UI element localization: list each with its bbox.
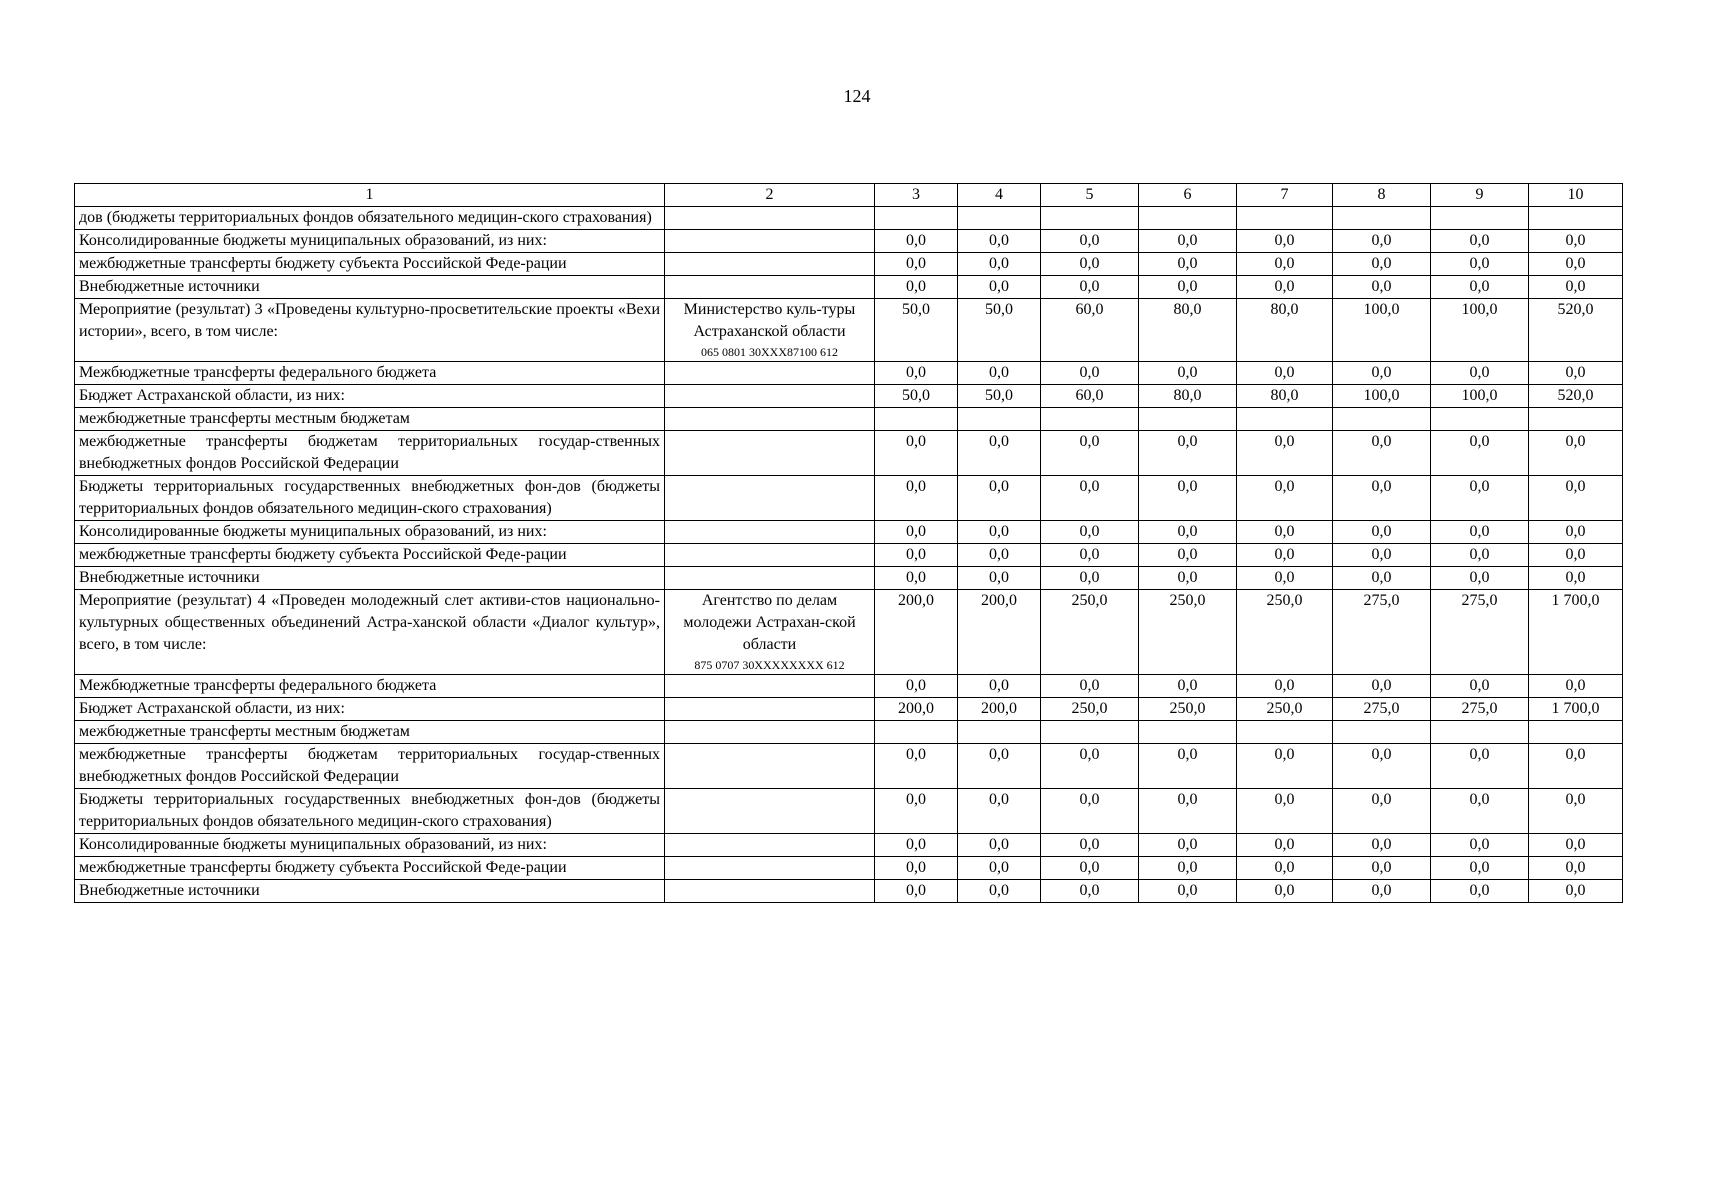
budget-code: 065 0801 30ХХХ87100 612 xyxy=(701,345,838,359)
value-cell: 0,0 xyxy=(1431,567,1529,590)
value-cell: 0,0 xyxy=(958,521,1041,544)
value-cell: 0,0 xyxy=(1333,521,1431,544)
value-cell: 200,0 xyxy=(958,590,1041,675)
column-header: 5 xyxy=(1041,184,1139,207)
row-description: Внебюджетные источники xyxy=(75,567,665,590)
value-cell: 80,0 xyxy=(1237,299,1333,362)
value-cell: 0,0 xyxy=(875,362,958,385)
value-cell: 0,0 xyxy=(1237,521,1333,544)
value-cell: 0,0 xyxy=(1333,276,1431,299)
value-cell: 0,0 xyxy=(1529,476,1623,521)
value-cell: 0,0 xyxy=(875,675,958,698)
value-cell: 0,0 xyxy=(958,276,1041,299)
value-cell: 100,0 xyxy=(1333,299,1431,362)
row-description: межбюджетные трансферты бюджетам территориальных государ-ственных внебюджетных фондов Российской Федерации xyxy=(75,431,665,476)
value-cell: 200,0 xyxy=(875,698,958,721)
table-row xyxy=(75,744,1623,789)
value-cell: 0,0 xyxy=(1529,567,1623,590)
value-cell: 0,0 xyxy=(1139,675,1237,698)
row-description: Мероприятие (результат) 4 «Проведен молодежный слет активи-стов национально-культурных общественных объединений Астра-ханской области «Диалог культур», всего, в том числе: xyxy=(75,590,665,675)
value-cell xyxy=(1529,207,1623,230)
value-cell: 0,0 xyxy=(1431,789,1529,834)
value-cell xyxy=(875,207,958,230)
value-cell: 0,0 xyxy=(1041,276,1139,299)
row-description: межбюджетные трансферты бюджету субъекта Российской Феде-рации xyxy=(75,544,665,567)
column-header: 9 xyxy=(1431,184,1529,207)
column-header: 6 xyxy=(1139,184,1237,207)
value-cell: 0,0 xyxy=(1529,834,1623,857)
responsible-executor-cell xyxy=(665,521,875,544)
value-cell: 0,0 xyxy=(875,544,958,567)
value-cell: 100,0 xyxy=(1431,299,1529,362)
value-cell xyxy=(1237,721,1333,744)
value-cell: 0,0 xyxy=(1139,880,1237,903)
value-cell: 0,0 xyxy=(1237,362,1333,385)
table-header xyxy=(75,184,1623,207)
value-cell: 0,0 xyxy=(1237,789,1333,834)
value-cell: 0,0 xyxy=(875,744,958,789)
value-cell: 0,0 xyxy=(958,544,1041,567)
value-cell: 0,0 xyxy=(1237,431,1333,476)
value-cell: 250,0 xyxy=(1041,590,1139,675)
responsible-executor-cell xyxy=(665,207,875,230)
value-cell: 275,0 xyxy=(1333,698,1431,721)
table-row xyxy=(75,276,1623,299)
value-cell: 0,0 xyxy=(875,253,958,276)
value-cell: 50,0 xyxy=(958,385,1041,408)
responsible-executor-cell xyxy=(665,362,875,385)
row-description: Мероприятие (результат) 3 «Проведены культурно-просветительские проекты «Вехи истории», всего, в том числе: xyxy=(75,299,665,362)
value-cell: 100,0 xyxy=(1333,385,1431,408)
value-cell: 0,0 xyxy=(1237,253,1333,276)
value-cell: 0,0 xyxy=(1139,744,1237,789)
responsible-executor-cell xyxy=(665,276,875,299)
value-cell: 0,0 xyxy=(1041,857,1139,880)
value-cell: 0,0 xyxy=(1431,476,1529,521)
value-cell: 0,0 xyxy=(958,857,1041,880)
value-cell: 250,0 xyxy=(1237,590,1333,675)
value-cell: 0,0 xyxy=(1237,230,1333,253)
value-cell: 0,0 xyxy=(1529,544,1623,567)
value-cell: 0,0 xyxy=(1529,230,1623,253)
value-cell: 0,0 xyxy=(1333,362,1431,385)
value-cell: 0,0 xyxy=(1529,744,1623,789)
column-header: 10 xyxy=(1529,184,1623,207)
value-cell: 0,0 xyxy=(1333,230,1431,253)
row-description: Консолидированные бюджеты муниципальных образований, из них: xyxy=(75,834,665,857)
table-row xyxy=(75,385,1623,408)
value-cell xyxy=(958,408,1041,431)
value-cell xyxy=(1431,721,1529,744)
value-cell xyxy=(1041,207,1139,230)
value-cell: 0,0 xyxy=(1431,880,1529,903)
value-cell: 1 700,0 xyxy=(1529,590,1623,675)
value-cell: 1 700,0 xyxy=(1529,698,1623,721)
responsible-executor-cell xyxy=(665,431,875,476)
table-row xyxy=(75,408,1623,431)
column-header: 2 xyxy=(665,184,875,207)
value-cell: 0,0 xyxy=(1139,834,1237,857)
responsible-executor-cell xyxy=(665,789,875,834)
budget-table xyxy=(74,183,1623,903)
value-cell: 0,0 xyxy=(1139,230,1237,253)
row-description: межбюджетные трансферты бюджету субъекта Российской Феде-рации xyxy=(75,857,665,880)
value-cell: 0,0 xyxy=(875,834,958,857)
value-cell: 0,0 xyxy=(1431,230,1529,253)
row-description: Бюджет Астраханской области, из них: xyxy=(75,698,665,721)
value-cell: 0,0 xyxy=(875,880,958,903)
value-cell: 0,0 xyxy=(1237,567,1333,590)
value-cell: 0,0 xyxy=(958,744,1041,789)
value-cell: 200,0 xyxy=(875,590,958,675)
value-cell: 80,0 xyxy=(1237,385,1333,408)
responsible-executor-cell xyxy=(665,476,875,521)
value-cell: 0,0 xyxy=(1237,675,1333,698)
table-row xyxy=(75,230,1623,253)
value-cell: 0,0 xyxy=(1529,789,1623,834)
table-row xyxy=(75,789,1623,834)
value-cell xyxy=(1139,408,1237,431)
value-cell: 0,0 xyxy=(958,230,1041,253)
value-cell: 0,0 xyxy=(1431,544,1529,567)
value-cell: 275,0 xyxy=(1333,590,1431,675)
column-header: 4 xyxy=(958,184,1041,207)
responsible-executor-cell xyxy=(665,590,875,675)
value-cell: 0,0 xyxy=(1139,521,1237,544)
responsible-executor-cell xyxy=(665,544,875,567)
value-cell: 0,0 xyxy=(958,476,1041,521)
value-cell: 0,0 xyxy=(1139,253,1237,276)
table-row xyxy=(75,253,1623,276)
value-cell: 0,0 xyxy=(1041,675,1139,698)
value-cell: 0,0 xyxy=(1237,857,1333,880)
table-row xyxy=(75,299,1623,362)
value-cell: 50,0 xyxy=(958,299,1041,362)
value-cell: 0,0 xyxy=(1041,253,1139,276)
value-cell: 0,0 xyxy=(1529,276,1623,299)
value-cell: 0,0 xyxy=(875,521,958,544)
value-cell: 0,0 xyxy=(1139,857,1237,880)
value-cell: 0,0 xyxy=(1041,230,1139,253)
value-cell: 0,0 xyxy=(1041,476,1139,521)
value-cell: 0,0 xyxy=(1041,744,1139,789)
table-row xyxy=(75,207,1623,230)
value-cell: 0,0 xyxy=(875,789,958,834)
page-number: 124 xyxy=(843,86,871,106)
value-cell: 0,0 xyxy=(1529,431,1623,476)
value-cell: 0,0 xyxy=(1333,789,1431,834)
value-cell: 0,0 xyxy=(1139,544,1237,567)
table-row xyxy=(75,521,1623,544)
value-cell: 0,0 xyxy=(1529,857,1623,880)
value-cell: 0,0 xyxy=(958,431,1041,476)
value-cell: 100,0 xyxy=(1431,385,1529,408)
value-cell: 0,0 xyxy=(958,253,1041,276)
value-cell xyxy=(1529,721,1623,744)
value-cell: 0,0 xyxy=(958,362,1041,385)
value-cell: 0,0 xyxy=(1529,362,1623,385)
responsible-executor-cell xyxy=(665,744,875,789)
table-row xyxy=(75,857,1623,880)
value-cell: 50,0 xyxy=(875,299,958,362)
row-description: Консолидированные бюджеты муниципальных образований, из них: xyxy=(75,521,665,544)
value-cell: 0,0 xyxy=(1041,544,1139,567)
value-cell: 0,0 xyxy=(958,789,1041,834)
table-row xyxy=(75,675,1623,698)
row-description: Бюджеты территориальных государственных внебюджетных фон-дов (бюджеты территориальных фондов обязательного медицин-ского страхования) xyxy=(75,476,665,521)
value-cell: 0,0 xyxy=(1041,431,1139,476)
value-cell: 0,0 xyxy=(875,567,958,590)
table-row xyxy=(75,476,1623,521)
value-cell: 520,0 xyxy=(1529,299,1623,362)
responsible-executor-cell xyxy=(665,721,875,744)
value-cell xyxy=(1237,207,1333,230)
value-cell: 0,0 xyxy=(1431,431,1529,476)
column-header: 1 xyxy=(75,184,665,207)
value-cell: 0,0 xyxy=(1237,834,1333,857)
value-cell: 0,0 xyxy=(1041,789,1139,834)
value-cell: 0,0 xyxy=(1333,253,1431,276)
value-cell: 0,0 xyxy=(1431,675,1529,698)
value-cell: 60,0 xyxy=(1041,299,1139,362)
value-cell: 0,0 xyxy=(1333,857,1431,880)
responsible-executor-cell xyxy=(665,385,875,408)
column-header: 8 xyxy=(1333,184,1431,207)
column-header: 7 xyxy=(1237,184,1333,207)
row-description: Бюджеты территориальных государственных внебюджетных фон-дов (бюджеты территориальных фондов обязательного медицин-ского страхования) xyxy=(75,789,665,834)
row-description: межбюджетные трансферты местным бюджетам xyxy=(75,408,665,431)
value-cell xyxy=(1431,408,1529,431)
value-cell xyxy=(1237,408,1333,431)
value-cell xyxy=(1139,721,1237,744)
responsible-executor: Агентство по делам молодежи Астрахан-ской области xyxy=(683,592,856,653)
value-cell: 0,0 xyxy=(1041,362,1139,385)
value-cell: 0,0 xyxy=(1431,744,1529,789)
value-cell xyxy=(1333,408,1431,431)
value-cell: 0,0 xyxy=(1237,880,1333,903)
row-description: межбюджетные трансферты бюджетам территориальных государ-ственных внебюджетных фондов Российской Федерации xyxy=(75,744,665,789)
value-cell: 0,0 xyxy=(1333,675,1431,698)
row-description: Внебюджетные источники xyxy=(75,276,665,299)
row-description: Межбюджетные трансферты федерального бюджета xyxy=(75,362,665,385)
table-row xyxy=(75,362,1623,385)
responsible-executor-cell xyxy=(665,880,875,903)
responsible-executor-cell xyxy=(665,567,875,590)
responsible-executor-cell xyxy=(665,230,875,253)
value-cell: 0,0 xyxy=(1431,521,1529,544)
value-cell: 0,0 xyxy=(875,230,958,253)
value-cell xyxy=(1041,721,1139,744)
value-cell: 60,0 xyxy=(1041,385,1139,408)
responsible-executor-cell xyxy=(665,857,875,880)
column-header: 3 xyxy=(875,184,958,207)
value-cell: 0,0 xyxy=(1431,834,1529,857)
row-description: Бюджет Астраханской области, из них: xyxy=(75,385,665,408)
row-description: дов (бюджеты территориальных фондов обязательного медицин-ского страхования) xyxy=(75,207,665,230)
value-cell: 0,0 xyxy=(1041,567,1139,590)
responsible-executor: Министерство куль-туры Астраханской области xyxy=(683,301,856,340)
value-cell: 0,0 xyxy=(1139,567,1237,590)
value-cell: 0,0 xyxy=(875,431,958,476)
value-cell: 0,0 xyxy=(1139,276,1237,299)
value-cell: 50,0 xyxy=(875,385,958,408)
responsible-executor-cell xyxy=(665,698,875,721)
value-cell: 0,0 xyxy=(1529,521,1623,544)
value-cell: 0,0 xyxy=(1333,431,1431,476)
value-cell: 80,0 xyxy=(1139,299,1237,362)
value-cell: 250,0 xyxy=(1139,698,1237,721)
value-cell: 250,0 xyxy=(1237,698,1333,721)
value-cell xyxy=(1431,207,1529,230)
value-cell: 0,0 xyxy=(1431,276,1529,299)
value-cell: 0,0 xyxy=(1431,857,1529,880)
value-cell: 0,0 xyxy=(875,276,958,299)
value-cell: 0,0 xyxy=(1333,567,1431,590)
value-cell: 0,0 xyxy=(1139,431,1237,476)
value-cell: 0,0 xyxy=(958,880,1041,903)
value-cell: 0,0 xyxy=(1041,880,1139,903)
budget-code: 875 0707 30ХХХХХХХХ 612 xyxy=(694,658,845,672)
value-cell xyxy=(1333,207,1431,230)
value-cell: 0,0 xyxy=(1333,476,1431,521)
table-row xyxy=(75,544,1623,567)
value-cell: 0,0 xyxy=(1529,880,1623,903)
value-cell: 0,0 xyxy=(958,834,1041,857)
table-row xyxy=(75,698,1623,721)
value-cell: 0,0 xyxy=(1139,362,1237,385)
row-description: Консолидированные бюджеты муниципальных образований, из них: xyxy=(75,230,665,253)
value-cell xyxy=(875,408,958,431)
value-cell xyxy=(958,207,1041,230)
responsible-executor-cell xyxy=(665,299,875,362)
table-row xyxy=(75,721,1623,744)
value-cell: 0,0 xyxy=(1529,253,1623,276)
value-cell xyxy=(875,721,958,744)
value-cell: 0,0 xyxy=(1139,789,1237,834)
value-cell: 250,0 xyxy=(1041,698,1139,721)
value-cell: 0,0 xyxy=(1237,476,1333,521)
responsible-executor-cell xyxy=(665,675,875,698)
value-cell: 80,0 xyxy=(1139,385,1237,408)
responsible-executor-cell xyxy=(665,253,875,276)
table-row xyxy=(75,834,1623,857)
row-description: Межбюджетные трансферты федерального бюджета xyxy=(75,675,665,698)
value-cell: 0,0 xyxy=(1237,544,1333,567)
value-cell: 200,0 xyxy=(958,698,1041,721)
row-description: Внебюджетные источники xyxy=(75,880,665,903)
value-cell: 0,0 xyxy=(958,567,1041,590)
value-cell: 0,0 xyxy=(1333,744,1431,789)
value-cell: 0,0 xyxy=(1041,834,1139,857)
value-cell: 0,0 xyxy=(1139,476,1237,521)
value-cell xyxy=(1529,408,1623,431)
value-cell: 275,0 xyxy=(1431,698,1529,721)
value-cell: 0,0 xyxy=(875,857,958,880)
value-cell: 520,0 xyxy=(1529,385,1623,408)
value-cell: 0,0 xyxy=(1333,880,1431,903)
value-cell: 0,0 xyxy=(1333,834,1431,857)
value-cell: 0,0 xyxy=(1041,521,1139,544)
value-cell: 0,0 xyxy=(1237,276,1333,299)
responsible-executor-cell xyxy=(665,408,875,431)
value-cell: 0,0 xyxy=(1333,544,1431,567)
value-cell: 0,0 xyxy=(875,476,958,521)
value-cell xyxy=(1139,207,1237,230)
value-cell xyxy=(1041,408,1139,431)
table-row xyxy=(75,880,1623,903)
row-description: межбюджетные трансферты бюджету субъекта Российской Феде-рации xyxy=(75,253,665,276)
value-cell: 250,0 xyxy=(1139,590,1237,675)
table-row xyxy=(75,431,1623,476)
column-number-row xyxy=(75,184,1623,207)
value-cell xyxy=(958,721,1041,744)
value-cell xyxy=(1333,721,1431,744)
value-cell: 0,0 xyxy=(958,675,1041,698)
responsible-executor-cell xyxy=(665,834,875,857)
table-row xyxy=(75,590,1623,675)
value-cell: 0,0 xyxy=(1431,362,1529,385)
value-cell: 0,0 xyxy=(1529,675,1623,698)
value-cell: 0,0 xyxy=(1237,744,1333,789)
table-body xyxy=(75,207,1623,903)
table-row xyxy=(75,567,1623,590)
value-cell: 0,0 xyxy=(1431,253,1529,276)
row-description: межбюджетные трансферты местным бюджетам xyxy=(75,721,665,744)
value-cell: 275,0 xyxy=(1431,590,1529,675)
